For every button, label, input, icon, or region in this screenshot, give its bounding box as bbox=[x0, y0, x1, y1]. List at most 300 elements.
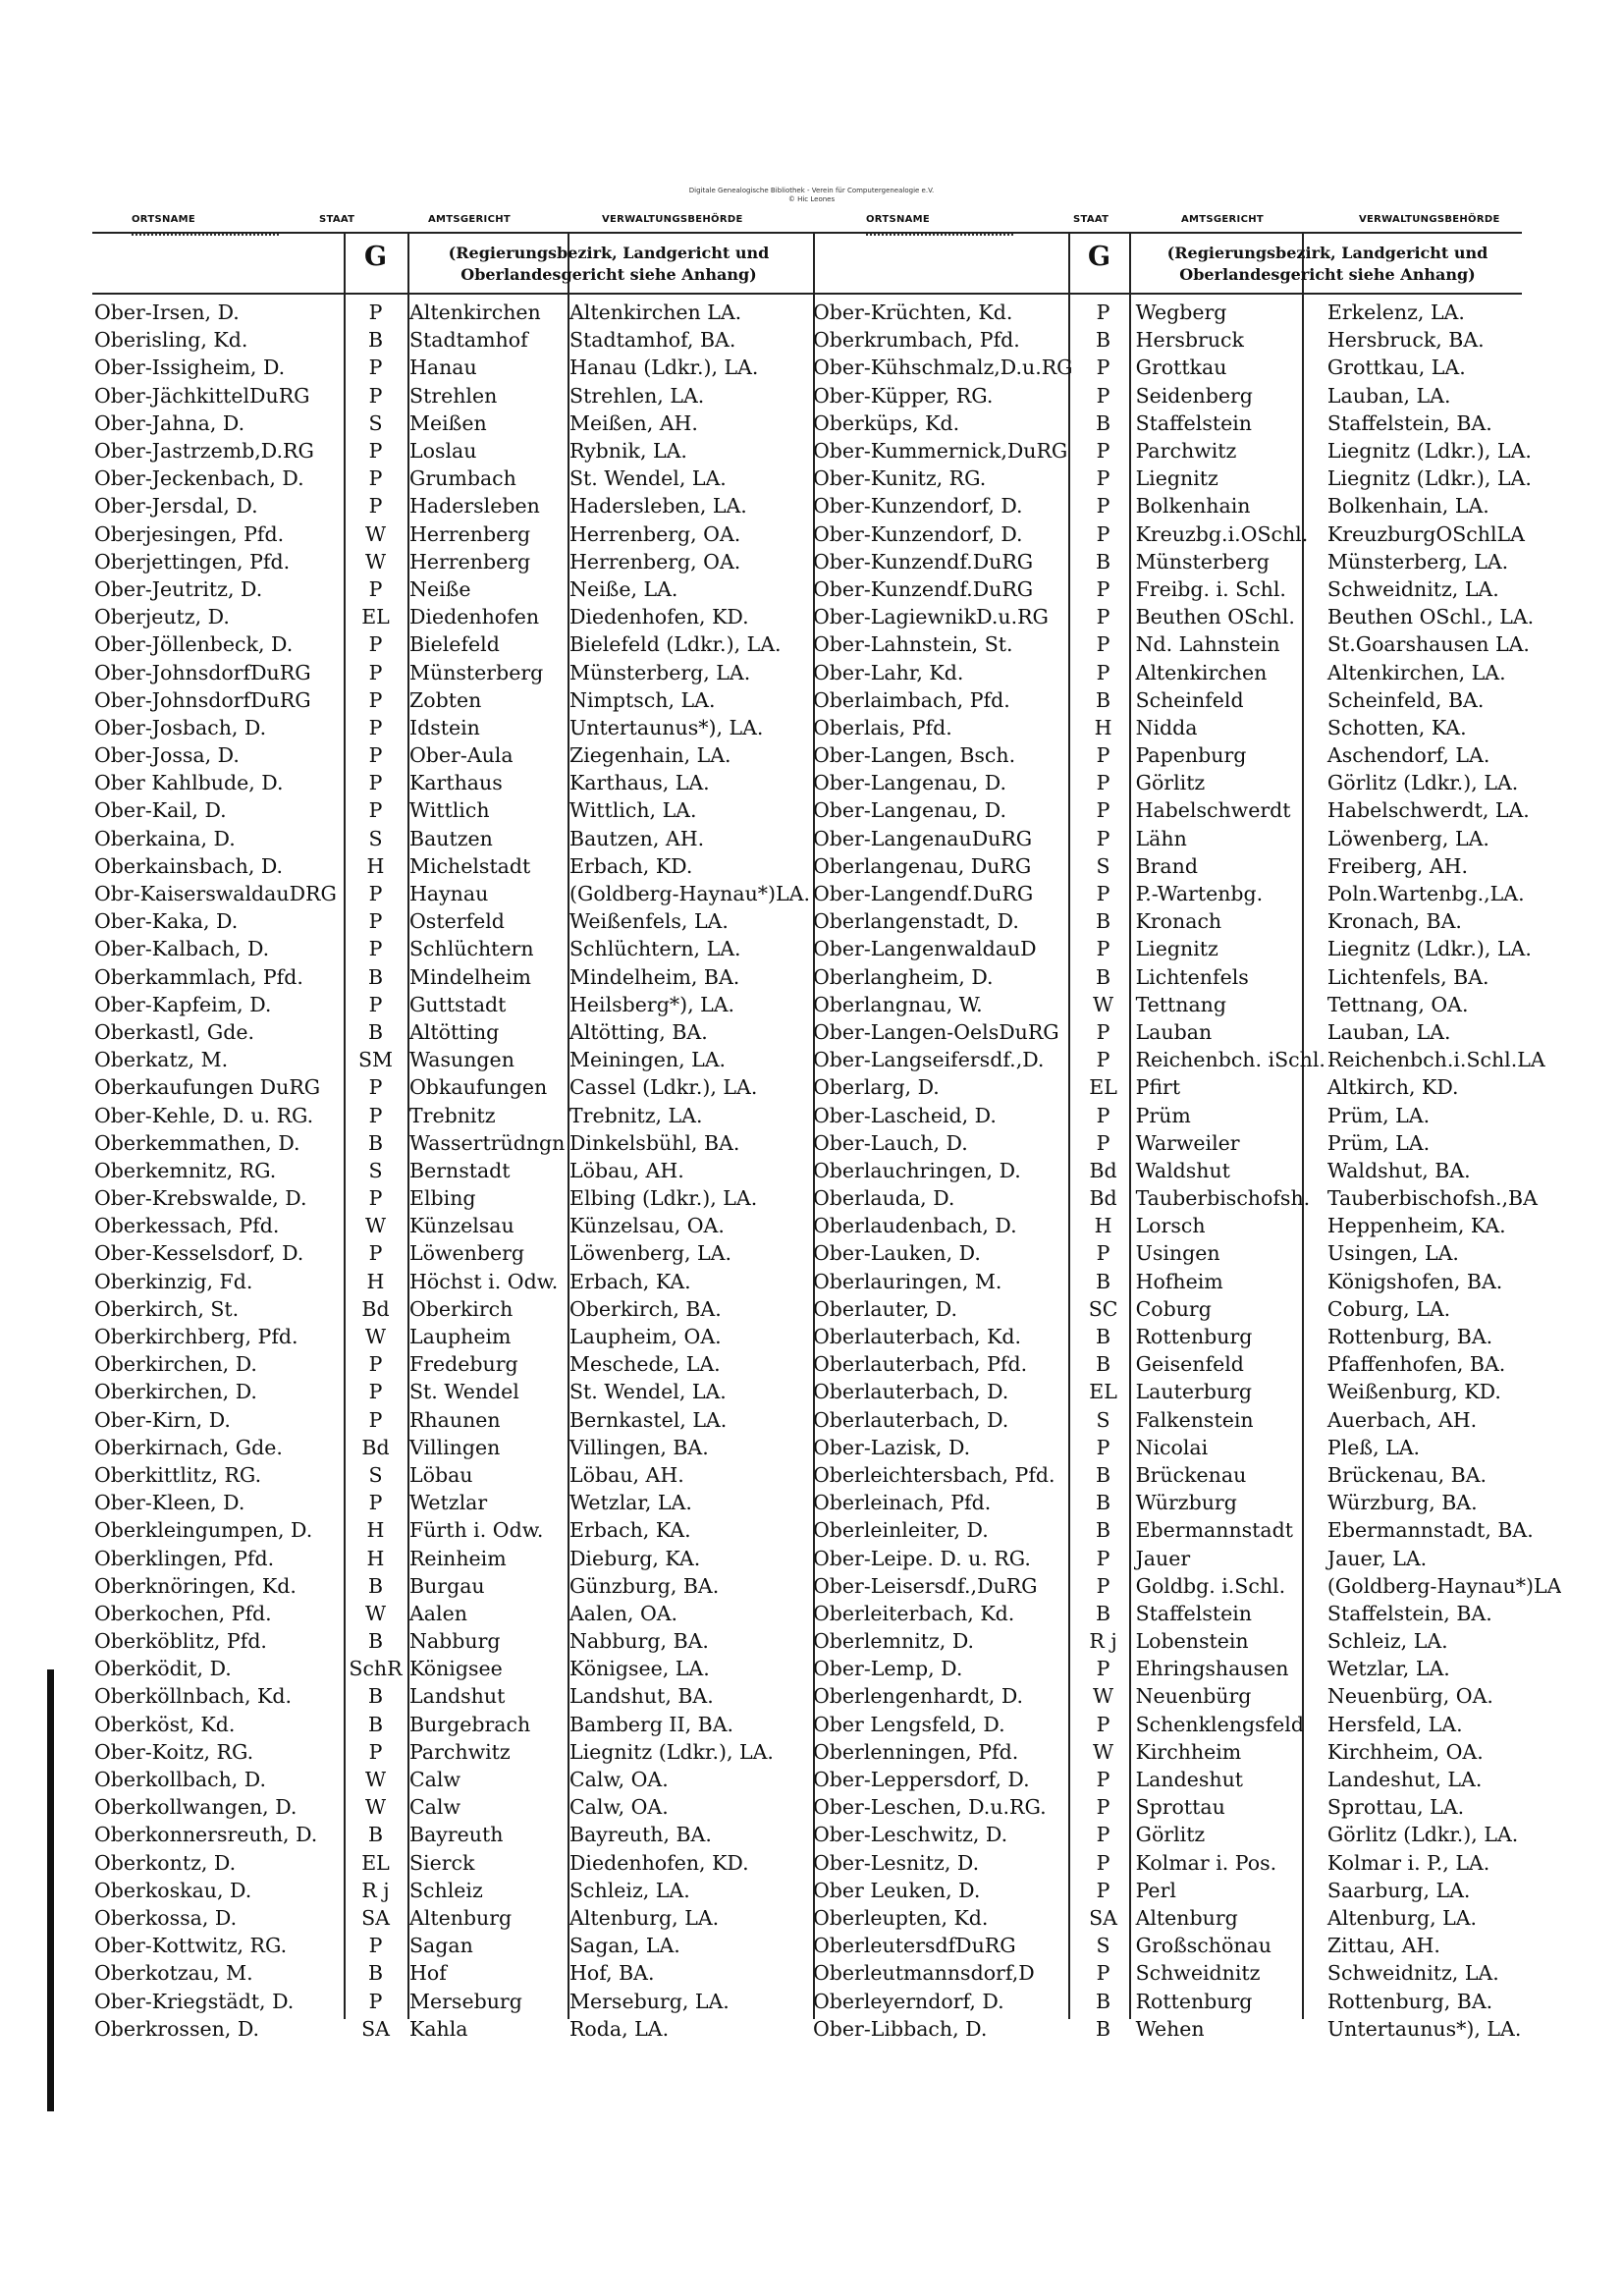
header-bottom-rule-right bbox=[815, 293, 1522, 295]
cell-verwaltung: Herrenberg, OA. bbox=[569, 549, 741, 574]
cell-staat: P bbox=[1096, 439, 1110, 464]
cell-verwaltung: Rottenburg, BA. bbox=[1326, 1989, 1493, 2013]
cell-verwaltung: Hanau (Ldkr.), LA. bbox=[569, 355, 759, 380]
table-row bbox=[811, 1184, 1561, 1212]
cell-amtsgericht: Seidenberg bbox=[1135, 383, 1253, 408]
cell-ortsname: Oberkemnitz, RG. bbox=[94, 1158, 277, 1182]
table-row bbox=[811, 963, 1561, 991]
cell-ortsname: Ober-Kunzendf.DuRG bbox=[813, 549, 1034, 574]
cell-verwaltung: Altötting, BA. bbox=[569, 1019, 708, 1044]
cell-verwaltung: Günzburg, BA. bbox=[569, 1573, 720, 1598]
cell-staat: P bbox=[368, 1075, 383, 1100]
cell-verwaltung: Tettnang, OA. bbox=[1326, 992, 1469, 1016]
cell-amtsgericht: Tauberbischofsh. bbox=[1135, 1186, 1311, 1211]
cell-verwaltung: Hof, BA. bbox=[569, 1961, 655, 1986]
cell-ortsname: Ober Leuken, D. bbox=[813, 1878, 981, 1902]
table-row bbox=[92, 492, 813, 519]
cell-ortsname: Oberkirchberg, Pfd. bbox=[94, 1325, 298, 1349]
cell-amtsgericht: Villingen bbox=[409, 1435, 501, 1459]
cell-staat: W bbox=[1093, 1739, 1114, 1764]
table-row bbox=[811, 1295, 1561, 1323]
cell-verwaltung: Hadersleben, LA. bbox=[569, 494, 747, 519]
cell-staat: S bbox=[368, 410, 383, 435]
cell-verwaltung: Neuenbürg, OA. bbox=[1326, 1684, 1493, 1709]
cell-ortsname: Oberkollwangen, D. bbox=[94, 1795, 298, 1820]
cell-ortsname: Oberkaina, D. bbox=[94, 826, 236, 850]
cell-ortsname: Oberleyerndorf, D. bbox=[813, 1989, 1004, 2013]
cell-staat: P bbox=[1096, 1435, 1110, 1459]
cell-staat: B bbox=[367, 1712, 384, 1736]
cell-ortsname: Oberjeutz, D. bbox=[94, 605, 230, 629]
cell-ortsname: Oberleiterbach, Kd. bbox=[813, 1601, 1015, 1625]
cell-verwaltung: Lauban, LA. bbox=[1326, 1019, 1451, 1044]
table-row bbox=[811, 1544, 1561, 1571]
cell-amtsgericht: Wassertrüdngn bbox=[409, 1130, 566, 1155]
cell-verwaltung: Rybnik, LA. bbox=[569, 439, 687, 464]
cell-amtsgericht: Lobenstein bbox=[1135, 1629, 1249, 1654]
table-row bbox=[92, 825, 813, 852]
cell-staat: S bbox=[1096, 853, 1110, 878]
cell-amtsgericht: Sierck bbox=[409, 1850, 475, 1875]
cell-ortsname: Oberlauterbach, Kd. bbox=[813, 1325, 1022, 1349]
cell-verwaltung: Habelschwerdt, LA. bbox=[1326, 798, 1530, 823]
table-row bbox=[811, 1877, 1561, 1904]
table-row bbox=[92, 1627, 813, 1655]
cell-verwaltung: Usingen, LA. bbox=[1326, 1241, 1459, 1266]
cell-verwaltung: Heppenheim, KA. bbox=[1326, 1214, 1506, 1238]
cell-ortsname: Oberlauringen, M. bbox=[813, 1269, 1002, 1293]
cell-verwaltung: Staffelstein, BA. bbox=[1326, 1601, 1492, 1625]
cell-amtsgericht: Ebermannstadt bbox=[1135, 1518, 1293, 1543]
cell-verwaltung: Wetzlar, LA. bbox=[569, 1491, 692, 1515]
cell-staat: B bbox=[1096, 1518, 1111, 1543]
table-row bbox=[92, 1544, 813, 1571]
cell-amtsgericht: Schenklengsfeld bbox=[1135, 1712, 1304, 1736]
cell-verwaltung: Münsterberg, LA. bbox=[1326, 549, 1509, 574]
table-row bbox=[811, 907, 1561, 935]
table-row bbox=[811, 880, 1561, 907]
cell-verwaltung: Schweidnitz, LA. bbox=[1326, 576, 1499, 601]
cell-staat: P bbox=[1096, 494, 1110, 519]
cell-verwaltung: Altenkirchen LA. bbox=[569, 301, 742, 325]
cell-verwaltung: Grottkau, LA. bbox=[1326, 355, 1466, 380]
cell-verwaltung: Aalen, OA. bbox=[569, 1601, 678, 1625]
cell-ortsname: Oberkirchen, D. bbox=[94, 1380, 257, 1404]
cell-staat: H bbox=[366, 1546, 385, 1570]
cell-ortsname: Oberkammlach, Pfd. bbox=[94, 964, 303, 989]
cell-amtsgericht: Laupheim bbox=[409, 1325, 512, 1349]
cell-verwaltung: Jauer, LA. bbox=[1326, 1546, 1428, 1570]
cell-amtsgericht: Löwenberg bbox=[409, 1241, 525, 1266]
table-row bbox=[811, 825, 1561, 852]
cell-ortsname: Ober-Kaka, D. bbox=[94, 909, 239, 934]
cell-staat: P bbox=[1096, 355, 1110, 380]
cell-ortsname: Ober-Lauch, D. bbox=[813, 1130, 968, 1155]
cell-amtsgericht: Grottkau bbox=[1135, 355, 1227, 380]
table-row bbox=[811, 492, 1561, 519]
cell-ortsname: Oberknöringen, Kd. bbox=[94, 1573, 297, 1598]
cell-verwaltung: (Goldberg-Haynau*)LA bbox=[1326, 1573, 1562, 1598]
cell-amtsgericht: Großschönau bbox=[1135, 1934, 1271, 1958]
cell-ortsname: Oberlenningen, Pfd. bbox=[813, 1739, 1019, 1764]
table-row bbox=[92, 714, 813, 741]
cell-staat: B bbox=[1096, 909, 1111, 934]
cell-verwaltung: Coburg, LA. bbox=[1326, 1296, 1451, 1321]
table-row bbox=[92, 1046, 813, 1073]
cell-amtsgericht: Hersbruck bbox=[1135, 328, 1244, 353]
cell-staat: P bbox=[368, 466, 383, 491]
cell-amtsgericht: Schweidnitz bbox=[1135, 1961, 1261, 1986]
cell-amtsgericht: Burgebrach bbox=[409, 1712, 531, 1736]
table-row bbox=[811, 686, 1561, 714]
cell-ortsname: Oberlangenau, DuRG bbox=[813, 853, 1032, 878]
cell-verwaltung: Erbach, KA. bbox=[569, 1518, 691, 1543]
table-row bbox=[811, 991, 1561, 1018]
cell-verwaltung: Bautzen, AH. bbox=[569, 826, 705, 850]
cell-verwaltung: Sprottau, LA. bbox=[1326, 1795, 1465, 1820]
cell-verwaltung: Reichenbch.i.Schl.LA bbox=[1326, 1048, 1545, 1072]
cell-ortsname: Ober-Kapfeim, D. bbox=[94, 992, 272, 1016]
cell-staat: P bbox=[368, 439, 383, 464]
cell-ortsname: Ober-Leisersdf.,DuRG bbox=[813, 1573, 1038, 1598]
table-row bbox=[811, 1682, 1561, 1710]
cell-staat: H bbox=[1094, 715, 1112, 739]
cell-verwaltung: Liegnitz (Ldkr.), LA. bbox=[1326, 466, 1532, 491]
cell-verwaltung: Karthaus, LA. bbox=[569, 771, 710, 795]
cell-staat: W bbox=[364, 1768, 387, 1792]
table-row bbox=[92, 796, 813, 824]
table-row bbox=[811, 1212, 1561, 1239]
cell-staat: B bbox=[1096, 2016, 1111, 2041]
cell-verwaltung: Trebnitz, LA. bbox=[569, 1103, 703, 1127]
table-row bbox=[92, 1350, 813, 1378]
cell-ortsname: Ober-Kehle, D. u. RG. bbox=[94, 1103, 314, 1127]
cell-ortsname: Oberkrumbach, Pfd. bbox=[813, 328, 1020, 353]
table-row bbox=[811, 603, 1561, 630]
cell-amtsgericht: Reichenbch. iSchl. bbox=[1135, 1048, 1325, 1072]
cell-verwaltung: Zittau, AH. bbox=[1326, 1934, 1440, 1958]
cell-amtsgericht: Ehringshausen bbox=[1135, 1657, 1289, 1681]
cell-ortsname: Oberleupten, Kd. bbox=[813, 1905, 989, 1930]
cell-ortsname: Oberlauter, D. bbox=[813, 1296, 958, 1321]
table-left-column bbox=[92, 299, 813, 2043]
cell-staat: P bbox=[368, 1407, 383, 1432]
cell-staat: W bbox=[364, 549, 387, 574]
table-row bbox=[811, 1655, 1561, 1682]
cell-staat: P bbox=[368, 383, 383, 408]
table-row bbox=[92, 299, 813, 326]
cell-staat: SC bbox=[1088, 1296, 1118, 1321]
cell-staat: W bbox=[364, 1795, 387, 1820]
cell-staat: P bbox=[368, 660, 383, 684]
cell-staat: P bbox=[1096, 1850, 1110, 1875]
table-row bbox=[811, 382, 1561, 410]
header-dashes-right bbox=[866, 234, 1013, 239]
cell-ortsname: Ober-Kalbach, D. bbox=[94, 937, 270, 961]
table-row bbox=[92, 465, 813, 492]
cell-amtsgericht: Münsterberg bbox=[409, 660, 544, 684]
cell-verwaltung: Pleß, LA. bbox=[1326, 1435, 1421, 1459]
table-row bbox=[811, 465, 1561, 492]
cell-ortsname: Oberkaufungen DuRG bbox=[94, 1075, 321, 1100]
cell-staat: P bbox=[368, 1739, 383, 1764]
cell-verwaltung: Prüm, LA. bbox=[1326, 1130, 1431, 1155]
cell-ortsname: Ober-Kottwitz, RG. bbox=[94, 1934, 288, 1958]
cell-ortsname: Ober-Jastrzemb,D.RG bbox=[94, 439, 314, 464]
cell-verwaltung: Königshofen, BA. bbox=[1326, 1269, 1503, 1293]
table-row bbox=[92, 935, 813, 962]
cell-verwaltung: Kirchheim, OA. bbox=[1326, 1739, 1484, 1764]
table-row bbox=[92, 1406, 813, 1434]
cell-verwaltung: Löbau, AH. bbox=[569, 1462, 684, 1487]
cell-amtsgericht: Parchwitz bbox=[1135, 439, 1237, 464]
cell-staat: B bbox=[367, 1019, 384, 1044]
cell-ortsname: Ober-JächkittelDuRG bbox=[94, 383, 310, 408]
cell-amtsgericht: Lauterburg bbox=[1135, 1380, 1253, 1404]
cell-staat: EL bbox=[1089, 1075, 1117, 1100]
cell-amtsgericht: P.-Wartenbg. bbox=[1135, 882, 1264, 906]
cell-amtsgericht: Goldbg. i.Schl. bbox=[1135, 1573, 1286, 1598]
table-row bbox=[811, 1073, 1561, 1101]
table-row bbox=[811, 1572, 1561, 1600]
cell-amtsgericht: Altenburg bbox=[409, 1905, 513, 1930]
table-row bbox=[811, 575, 1561, 603]
cell-ortsname: Ober-Küpper, RG. bbox=[813, 383, 994, 408]
cell-verwaltung: Erbach, KA. bbox=[569, 1269, 691, 1293]
table-row bbox=[811, 852, 1561, 880]
cell-verwaltung: Saarburg, LA. bbox=[1326, 1878, 1471, 1902]
cell-amtsgericht: Aalen bbox=[409, 1601, 467, 1625]
cell-verwaltung: St. Wendel, LA. bbox=[569, 466, 727, 491]
cell-ortsname: Oberkleingumpen, D. bbox=[94, 1518, 313, 1543]
cell-staat: P bbox=[1096, 660, 1110, 684]
cell-staat: P bbox=[1096, 882, 1110, 906]
cell-staat: B bbox=[1096, 687, 1111, 712]
cell-amtsgericht: Fürth i. Odw. bbox=[409, 1518, 544, 1543]
cell-ortsname: Ober-Langenau, D. bbox=[813, 771, 1006, 795]
cell-verwaltung: (Goldberg-Haynau*)LA. bbox=[569, 882, 810, 906]
cell-verwaltung: Görlitz (Ldkr.), LA. bbox=[1326, 771, 1519, 795]
cell-staat: P bbox=[368, 1103, 383, 1127]
cell-staat: P bbox=[1096, 1712, 1110, 1736]
cell-verwaltung: Schweidnitz, LA. bbox=[1326, 1961, 1499, 1986]
cell-staat: P bbox=[368, 909, 383, 934]
table-row bbox=[92, 1682, 813, 1710]
cell-amtsgericht: Kronach bbox=[1135, 909, 1222, 934]
cell-staat: P bbox=[1096, 1130, 1110, 1155]
cell-ortsname: Oberlauterbach, D. bbox=[813, 1380, 1009, 1404]
cell-staat: P bbox=[1096, 743, 1110, 768]
table-row bbox=[811, 1268, 1561, 1295]
cell-amtsgericht: Löbau bbox=[409, 1462, 473, 1487]
cell-staat: S bbox=[368, 826, 383, 850]
table-row bbox=[92, 603, 813, 630]
cell-ortsname: Oberlais, Pfd. bbox=[813, 715, 952, 739]
cell-staat: W bbox=[364, 1601, 387, 1625]
cell-staat: B bbox=[367, 964, 384, 989]
cell-staat: EL bbox=[361, 605, 390, 629]
cell-amtsgericht: Würzburg bbox=[1135, 1491, 1237, 1515]
cell-amtsgericht: Coburg bbox=[1135, 1296, 1212, 1321]
cell-ortsname: Ober-Kunitz, RG. bbox=[813, 466, 987, 491]
table-row bbox=[92, 1932, 813, 1959]
cell-amtsgericht: Zobten bbox=[409, 687, 482, 712]
table-row bbox=[811, 1101, 1561, 1128]
cell-ortsname: Ober-Kummernick,DuRG bbox=[813, 439, 1068, 464]
cell-verwaltung: Hersfeld, LA. bbox=[1326, 1712, 1463, 1736]
cell-staat: P bbox=[1096, 1878, 1110, 1902]
cell-staat: H bbox=[366, 1518, 385, 1543]
cell-amtsgericht: Kirchheim bbox=[1135, 1739, 1242, 1764]
cell-ortsname: Oberkochen, Pfd. bbox=[94, 1601, 272, 1625]
cell-ortsname: Oberlauchringen, D. bbox=[813, 1158, 1021, 1182]
table-row bbox=[811, 1766, 1561, 1793]
cell-ortsname: Ober Lengsfeld, D. bbox=[813, 1712, 1005, 1736]
cell-amtsgericht: Altenkirchen bbox=[1135, 660, 1268, 684]
table-row bbox=[92, 326, 813, 354]
cell-amtsgericht: Calw bbox=[409, 1795, 461, 1820]
cell-staat: P bbox=[1096, 1573, 1110, 1598]
cell-staat: P bbox=[368, 882, 383, 906]
cell-staat: P bbox=[368, 301, 383, 325]
cell-verwaltung: Oberkirch, BA. bbox=[569, 1296, 722, 1321]
table-row bbox=[811, 1932, 1561, 1959]
table-row bbox=[811, 1849, 1561, 1877]
cell-amtsgericht: Michelstadt bbox=[409, 853, 531, 878]
cell-amtsgericht: Merseburg bbox=[409, 1989, 522, 2013]
cell-amtsgericht: Wetzlar bbox=[409, 1491, 488, 1515]
cell-ortsname: Oberlaimbach, Pfd. bbox=[813, 687, 1010, 712]
cell-verwaltung: Löwenberg, LA. bbox=[1326, 826, 1489, 850]
top-rule-left bbox=[92, 232, 813, 234]
cell-verwaltung: Beuthen OSchl., LA. bbox=[1326, 605, 1535, 629]
watermark-line-1: Digitale Genealogische Bibliothek - Verein für Computergenealogie e.V. bbox=[688, 187, 935, 194]
cell-amtsgericht: Staffelstein bbox=[1135, 410, 1252, 435]
table-row bbox=[92, 1489, 813, 1516]
cell-verwaltung: Münsterberg, LA. bbox=[569, 660, 751, 684]
cell-ortsname: Ober-Lahnstein, St. bbox=[813, 632, 1013, 657]
cell-amtsgericht: Altötting bbox=[409, 1019, 500, 1044]
table-row bbox=[92, 1461, 813, 1489]
cell-ortsname: Ober-Josbach, D. bbox=[94, 715, 267, 739]
cell-staat: B bbox=[367, 1130, 384, 1155]
table-row bbox=[92, 1959, 813, 1987]
cell-ortsname: Oberisling, Kd. bbox=[94, 328, 248, 353]
cell-staat: P bbox=[368, 992, 383, 1016]
cell-verwaltung: Erkelenz, LA. bbox=[1326, 301, 1465, 325]
cell-verwaltung: Schleiz, LA. bbox=[569, 1878, 690, 1902]
cell-amtsgericht: Königsee bbox=[409, 1657, 503, 1681]
cell-amtsgericht: Lorsch bbox=[1135, 1214, 1206, 1238]
cell-staat: P bbox=[1096, 605, 1110, 629]
cell-staat: R j bbox=[1089, 1629, 1117, 1654]
header-staat-left: STAAT bbox=[319, 214, 355, 225]
table-row bbox=[92, 2015, 813, 2043]
cell-staat: B bbox=[367, 1684, 384, 1709]
cell-ortsname: Oberlengenhardt, D. bbox=[813, 1684, 1024, 1709]
cell-ortsname: Ober-Jahna, D. bbox=[94, 410, 245, 435]
staat-symbol-left: G bbox=[364, 242, 388, 272]
cell-amtsgericht: Neuenbürg bbox=[1135, 1684, 1252, 1709]
table-row bbox=[92, 907, 813, 935]
cell-ortsname: Ober-LangenauDuRG bbox=[813, 826, 1033, 850]
cell-ortsname: Oberkossa, D. bbox=[94, 1905, 238, 1930]
cell-staat: S bbox=[368, 1462, 383, 1487]
cell-amtsgericht: Neiße bbox=[409, 576, 471, 601]
cell-staat: P bbox=[368, 798, 383, 823]
cell-amtsgericht: Landeshut bbox=[1135, 1768, 1244, 1792]
cell-amtsgericht: Bayreuth bbox=[409, 1823, 504, 1847]
table-right-column bbox=[811, 299, 1561, 2043]
cell-verwaltung: Cassel (Ldkr.), LA. bbox=[569, 1075, 758, 1100]
table-row bbox=[811, 658, 1561, 685]
cell-verwaltung: Laupheim, OA. bbox=[569, 1325, 722, 1349]
cell-ortsname: Oberkirnach, Gde. bbox=[94, 1435, 283, 1459]
table-row bbox=[811, 741, 1561, 769]
cell-ortsname: Ober-LagiewnikD.u.RG bbox=[813, 605, 1049, 629]
cell-amtsgericht: Mindelheim bbox=[409, 964, 531, 989]
cell-verwaltung: Scheinfeld, BA. bbox=[1326, 687, 1485, 712]
cell-ortsname: Ober-Leppersdorf, D. bbox=[813, 1768, 1030, 1792]
cell-ortsname: OberleutersdfDuRG bbox=[813, 1934, 1016, 1958]
cell-staat: P bbox=[1096, 1546, 1110, 1570]
cell-staat: P bbox=[368, 1241, 383, 1266]
cell-ortsname: Ober-Leschwitz, D. bbox=[813, 1823, 1008, 1847]
cell-ortsname: Oberköst, Kd. bbox=[94, 1712, 236, 1736]
cell-verwaltung: Calw, OA. bbox=[569, 1795, 669, 1820]
cell-amtsgericht: Hofheim bbox=[1135, 1269, 1223, 1293]
cell-staat: W bbox=[364, 1214, 387, 1238]
cell-staat: P bbox=[1096, 1241, 1110, 1266]
cell-amtsgericht: Idstein bbox=[409, 715, 480, 739]
table-row bbox=[92, 437, 813, 465]
cell-staat: Bd bbox=[1089, 1186, 1117, 1211]
cell-verwaltung: Meißen, AH. bbox=[569, 410, 698, 435]
cell-ortsname: Ober-Kunzendorf, D. bbox=[813, 494, 1023, 519]
cell-amtsgericht: Schleiz bbox=[409, 1878, 483, 1902]
cell-ortsname: Ober-Leipe. D. u. RG. bbox=[813, 1546, 1031, 1570]
table-row bbox=[811, 714, 1561, 741]
cell-verwaltung: Ziegenhain, LA. bbox=[569, 743, 731, 768]
cell-verwaltung: Bamberg II, BA. bbox=[569, 1712, 734, 1736]
cell-ortsname: Oberlarg, D. bbox=[813, 1075, 940, 1100]
cell-verwaltung: Meschede, LA. bbox=[569, 1352, 721, 1377]
cell-amtsgericht: Waldshut bbox=[1135, 1158, 1230, 1182]
cell-amtsgericht: Lichtenfels bbox=[1135, 964, 1249, 989]
cell-amtsgericht: Elbing bbox=[409, 1186, 476, 1211]
cell-ortsname: Oberkainsbach, D. bbox=[94, 853, 284, 878]
table-row bbox=[92, 1157, 813, 1184]
cell-verwaltung: Staffelstein, BA. bbox=[1326, 410, 1492, 435]
cell-ortsname: Ober-Kail, D. bbox=[94, 798, 227, 823]
cell-verwaltung: Pfaffenhofen, BA. bbox=[1326, 1352, 1506, 1377]
cell-verwaltung: Wetzlar, LA. bbox=[1326, 1657, 1450, 1681]
cell-ortsname: Ober-Kleen, D. bbox=[94, 1491, 245, 1515]
cell-ortsname: Ober-Krebswalde, D. bbox=[94, 1186, 307, 1211]
note-right: (Regierungsbezirk, Landgericht und Oberlandesgericht siehe Anhang) bbox=[1166, 244, 1488, 284]
cell-staat: EL bbox=[361, 1850, 390, 1875]
cell-amtsgericht: Wegberg bbox=[1135, 301, 1227, 325]
cell-amtsgericht: Hanau bbox=[409, 355, 477, 380]
table-row bbox=[811, 1323, 1561, 1350]
cell-amtsgericht: Nd. Lahnstein bbox=[1135, 632, 1280, 657]
table-row bbox=[92, 1904, 813, 1932]
table-row bbox=[92, 741, 813, 769]
cell-amtsgericht: Strehlen bbox=[409, 383, 498, 408]
table-row bbox=[811, 1821, 1561, 1848]
cell-amtsgericht: Loslau bbox=[409, 439, 477, 464]
cell-verwaltung: Diedenhofen, KD. bbox=[569, 1850, 749, 1875]
